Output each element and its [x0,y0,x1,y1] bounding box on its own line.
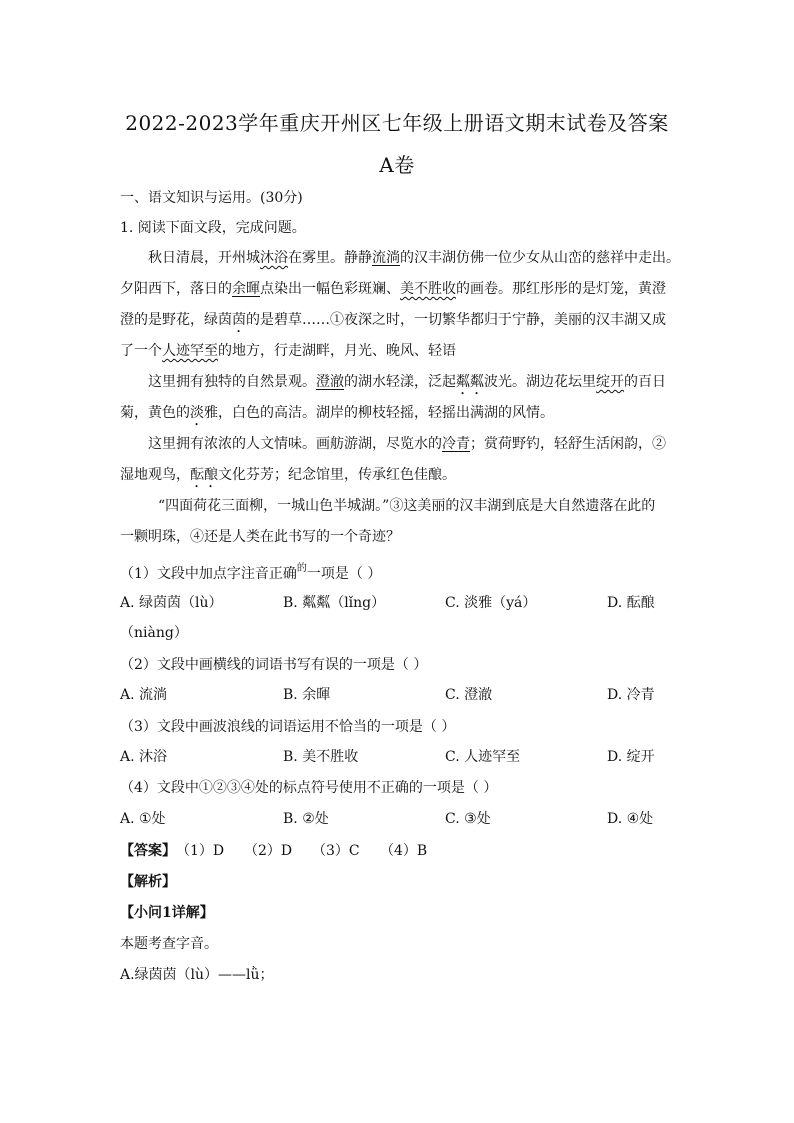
passage-line [120,274,680,305]
passage-text: 了一个 [120,343,162,359]
passage-text: 的百日 [624,374,666,390]
dotted-character: 酝酿 [190,467,218,483]
passage-text: 菊，黄色的 [120,405,190,421]
passage-text: 的画卷。那红彤彤的是灯笼，黄澄 [456,281,666,297]
document-subtitle: A卷 [379,153,415,177]
passage-line [120,336,680,367]
passage-line [120,243,680,274]
sub-question-1: （1）文段中加点字注音正确$^的$一项是（ ） [120,563,382,582]
passage-text: ；赏荷野钓，轻舒生活闲韵，② [470,436,666,452]
passage-text: 秋日清晨，开州城 [148,250,260,266]
option-4a: A. ①处 [120,811,166,827]
dotted-character: 茵 [232,312,246,328]
passage-text: 澄的是野花，绿茵 [120,312,232,328]
answer-item: （2）D [244,843,293,859]
wavy-underlined-word: 绽开 [596,374,624,390]
passage-text: 的汉丰湖仿佛一位少女从山峦的慈祥中走出。 [400,250,680,266]
option-4d: D. ④处 [607,811,654,827]
option-2d: D. 冷青 [607,687,655,703]
underlined-word: 冷青 [442,436,470,452]
passage-text: 的地方，行走湖畔，月光、晚风、轻语 [218,343,456,359]
passage-text: 一颗明珠，④还是人类在此书写的一个奇迹？ [120,529,400,545]
passage-text: 雅，白色的高洁。湖岸的柳枝轻摇，轻摇出满湖的风情。 [204,405,554,421]
option-3c: C. 人迹罕至 [445,749,521,765]
document-title: 2022-2023学年重庆开州区七年级上册语文期末试卷及答案 [125,111,669,135]
passage-text: 的是碧草……①夜深之时，一切繁华都归于宁静，美丽的汉丰湖又成 [246,312,666,328]
option-1a: A. 绿茵茵（lù） [120,595,223,611]
dotted-character: 淡 [190,405,204,421]
detail-text: 本题考查字音。 [120,936,218,952]
passage-text: 湿地观鸟， [120,467,190,483]
answer-item: （4）B [380,843,428,859]
passage-text: “四面荷花三面柳，一城山色半城湖。”③这美丽的汉丰湖到底是大自然遗落在此的 [158,498,656,514]
answer-label: 【答案】 [120,843,176,859]
option-1c: C. 淡雅（yá） [445,595,537,611]
answer-item: （3）C [312,843,360,859]
passage-text: 点染出一幅色彩斑斓、 [260,281,400,297]
underlined-word: 余暉 [232,281,260,297]
detail-option-a: A.绿茵茵（lù）——lǜ； [120,967,274,983]
sub-question-4: （4）文段中①②③④处的标点符号使用不正确的一项是（ ） [120,780,498,796]
passage-line [120,305,680,336]
option-2a: A. 流淌 [120,687,168,703]
option-2b: B. 余暉 [283,687,331,703]
section-heading: 一、语文知识与运用。(30分) [120,190,303,206]
underlined-word: 流淌 [372,250,400,266]
dotted-character: 粼粼 [456,374,484,390]
passage-text: 这里拥有浓浓的人文情味。画舫游湖，尽览水的 [148,436,442,452]
passage-text: 在雾里。静静 [288,250,372,266]
detail-label: 【小问1详解】 [120,905,214,921]
passage-line [120,398,680,429]
wavy-underlined-word: 美不胜收 [400,281,456,297]
passage [120,243,680,553]
wavy-underlined-word: 人迹罕至 [162,343,218,359]
passage-text: 波光。湖边花坛里 [484,374,596,390]
passage-line [120,367,680,398]
passage-text: 的湖水轻漾，泛起 [344,374,456,390]
option-1d: D. 酝酿 [607,595,655,611]
option-3d: D. 绽开 [607,749,655,765]
passage-text: 这里拥有独特的自然景观。 [148,374,316,390]
answer-line [120,840,427,862]
option-4b: B. ②处 [283,811,329,827]
passage-line [120,429,680,460]
analysis-label: 【解析】 [120,874,176,890]
sub-question-2: （2）文段中画横线的词语书写有误的一项是（ ） [120,657,428,673]
sub-question-3: （3）文段中画波浪线的词语运用不恰当的一项是（ ） [120,719,456,735]
underlined-word: 澄澈 [316,374,344,390]
option-3a: A. 沐浴 [120,749,168,765]
passage-line [120,522,680,553]
option-3b: B. 美不胜收 [283,749,359,765]
passage-text: 文化芬芳；纪念馆里，传承红色佳酿。 [218,467,456,483]
option-4c: C. ③处 [445,811,491,827]
wavy-underlined-word: 沐浴 [260,250,288,266]
option-1d-continued: （niàng） [120,625,188,641]
passage-text: 夕阳西下，落日的 [120,281,232,297]
answer-item: （1）D [176,843,225,859]
passage-line [120,460,680,491]
question-intro: 1. 阅读下面文段，完成问题。 [120,220,306,236]
option-2c: C. 澄澈 [445,687,493,703]
passage-line [120,491,680,522]
option-1b: B. 粼粼（lǐng） [283,595,386,611]
